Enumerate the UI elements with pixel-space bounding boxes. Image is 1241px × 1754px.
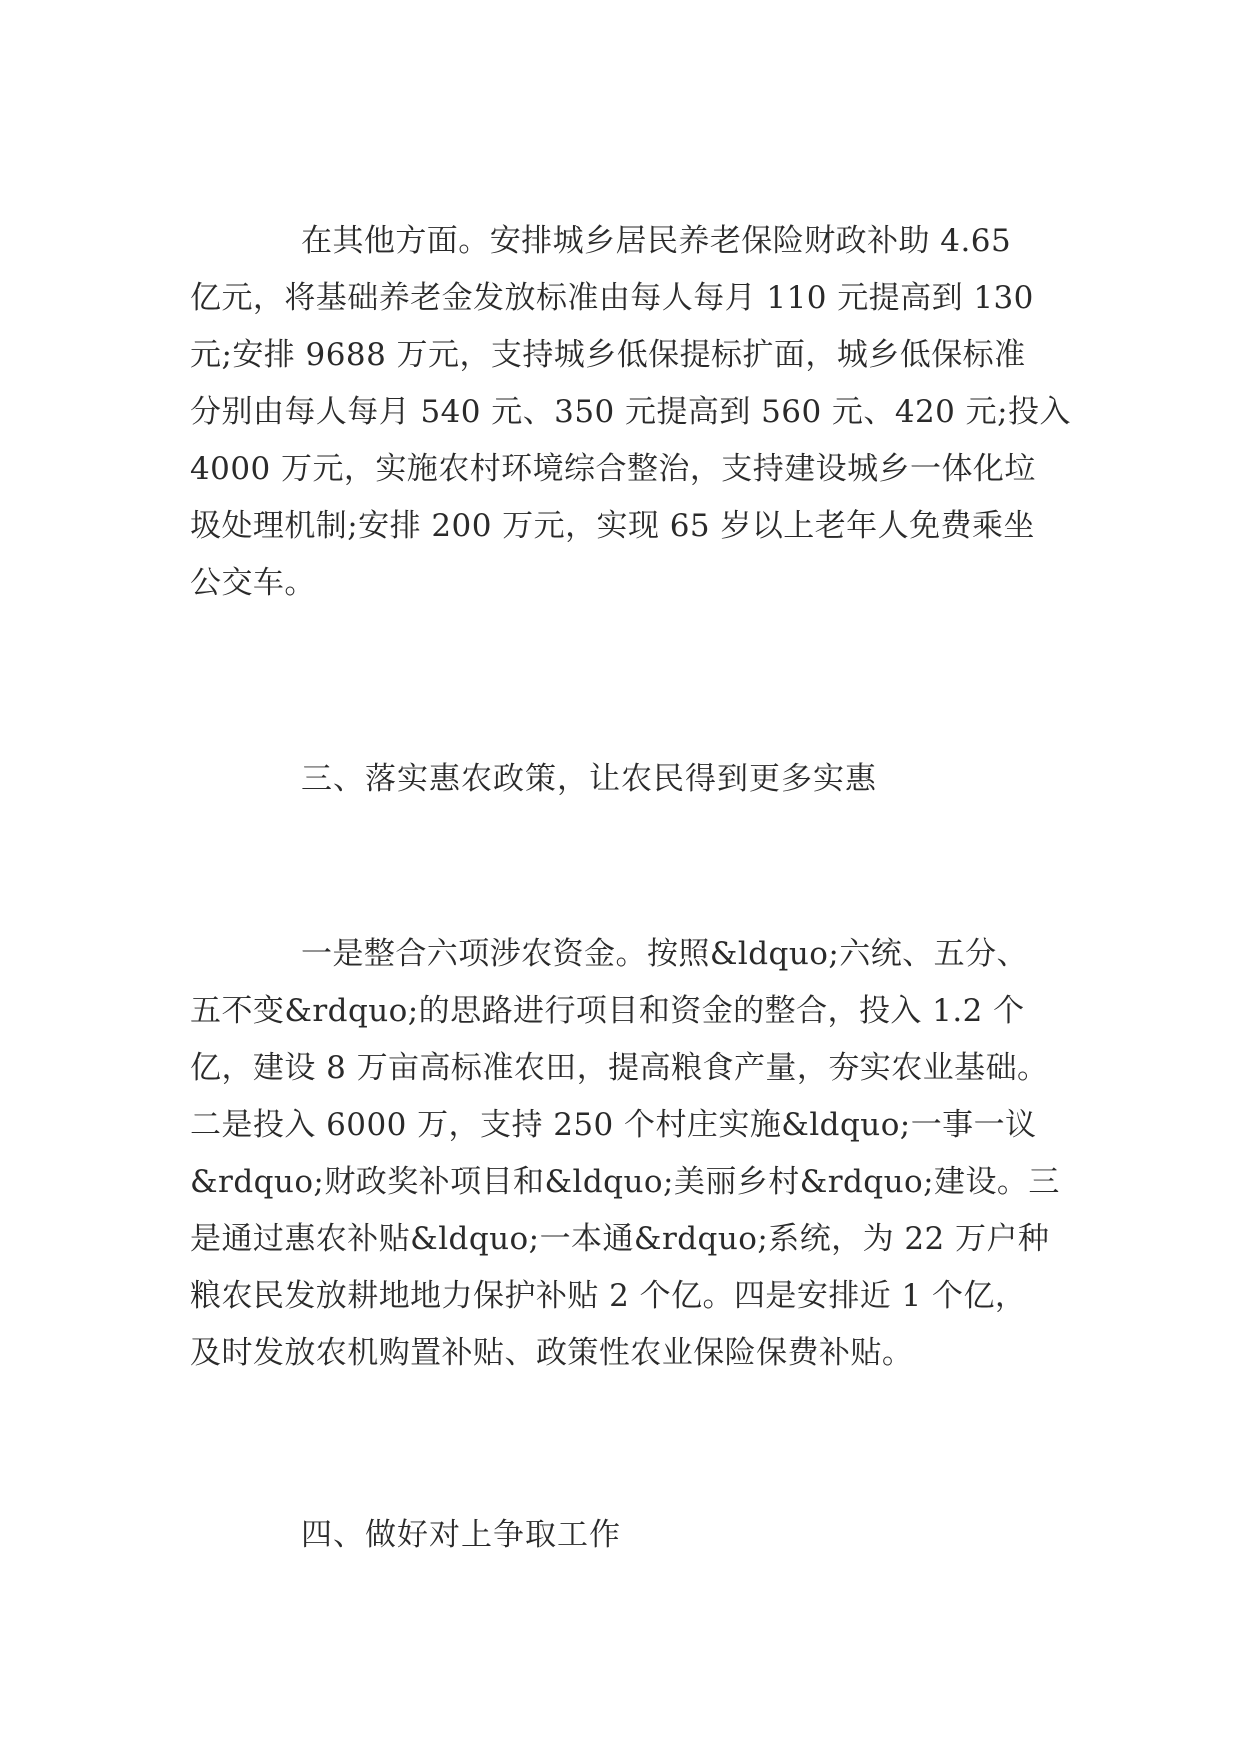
paragraph-1-line-5: 4000 万元，实施农村环境综合整治，支持建设城乡一体化垃 bbox=[190, 451, 1036, 487]
paragraph-1-line-2: 亿元，将基础养老金发放标准由每人每月 110 元提高到 130 bbox=[190, 280, 1034, 316]
paragraph-2-line-1: 一是整合六项涉农资金。按照&ldquo;六统、五分、 bbox=[301, 936, 1028, 972]
paragraph-2-line-7: 粮农民发放耕地地力保护补贴 2 个亿。四是安排近 1 个亿， bbox=[190, 1278, 1027, 1314]
paragraph-2-line-8: 及时发放农机购置补贴、政策性农业保险保费补贴。 bbox=[190, 1335, 914, 1371]
paragraph-2-line-4: 二是投入 6000 万，支持 250 个村庄实施&ldquo;一事一议 bbox=[190, 1107, 1037, 1143]
paragraph-1-line-1: 在其他方面。安排城乡居民养老保险财政补助 4.65 bbox=[301, 223, 1012, 259]
paragraph-2-line-2: 五不变&rdquo;的思路进行项目和资金的整合，投入 1.2 个 bbox=[190, 993, 1025, 1029]
paragraph-1-line-4: 分别由每人每月 540 元、350 元提高到 560 元、420 元;投入 bbox=[190, 394, 1071, 430]
paragraph-1-line-7: 公交车。 bbox=[190, 565, 316, 601]
paragraph-1-line-6: 圾处理机制;安排 200 万元，实现 65 岁以上老年人免费乘坐 bbox=[190, 508, 1035, 544]
paragraph-2-line-6: 是通过惠农补贴&ldquo;一本通&rdquo;系统，为 22 万户种 bbox=[190, 1221, 1050, 1257]
section-heading-4: 四、做好对上争取工作 bbox=[301, 1517, 621, 1553]
paragraph-1-line-3: 元;安排 9688 万元，支持城乡低保提标扩面，城乡低保标准 bbox=[190, 337, 1026, 373]
paragraph-2-line-5: &rdquo;财政奖补项目和&ldquo;美丽乡村&rdquo;建设。三 bbox=[190, 1164, 1060, 1200]
section-heading-3: 三、落实惠农政策，让农民得到更多实惠 bbox=[301, 761, 877, 797]
paragraph-2-line-3: 亿，建设 8 万亩高标准农田，提高粮食产量，夯实农业基础。 bbox=[190, 1050, 1049, 1086]
